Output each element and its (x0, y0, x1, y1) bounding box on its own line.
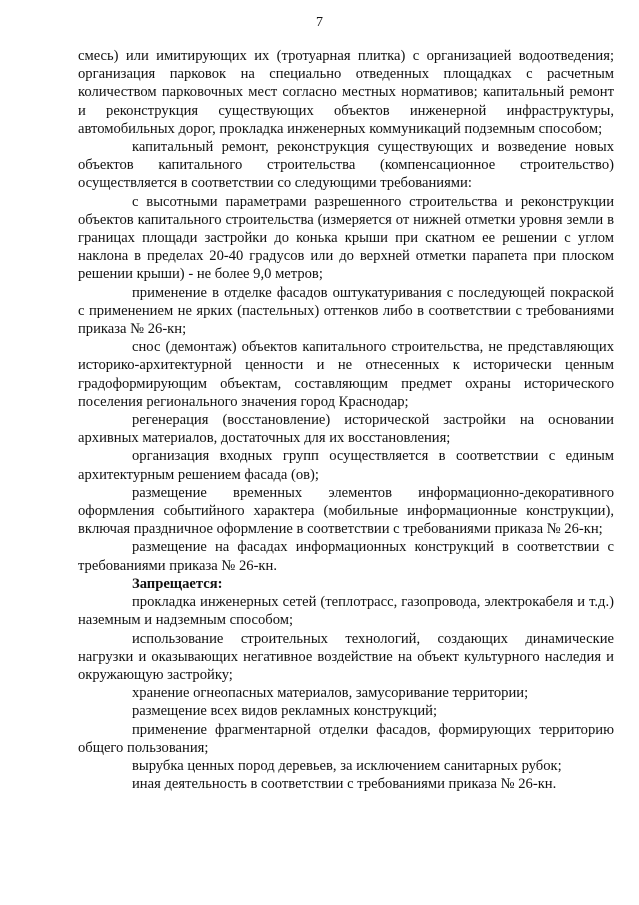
section-heading-prohibited: Запрещается: (132, 575, 223, 592)
paragraph: вырубка ценных пород деревьев, за исключением санитарных рубок; (132, 757, 562, 774)
paragraph: с высотными параметрами разрешенного строительства и реконструкции объектов капитального строительства (измеряется от нижней отметки уровня земли в границах площади застройки до конька крыши при скатном ее решении с углом наклона в пределах 20-40 градусов или до верхней отметки парапета при плоском решении крыши) - не более 9,0 метров; (78, 193, 614, 283)
paragraph: снос (демонтаж) объектов капитального строительства, не представляющих историко-архитектурной ценности и не отнесенных к исторически ценным градоформирующим объектам, составляющим предмет охраны исторического поселения регионального значения город Краснодар; (78, 339, 614, 410)
paragraph: хранение огнеопасных материалов, замусоривание территории; (132, 685, 529, 702)
paragraph: капитальный ремонт, реконструкция существующих и возведение новых объектов капитального строительства (компенсационное строительство) осуществляется в соответствии со следующими требованиями: (78, 139, 614, 192)
paragraph: применение фрагментарной отделки фасадов, формирующих территорию общего пользования; (78, 721, 614, 756)
paragraph: размещение временных элементов информационно-декоративного оформления событийного характера (мобильные информационные конструкции), включая праздничное оформление в соответствии с требованиями приказа № 26-кн; (78, 484, 614, 538)
paragraph: применение в отделке фасадов оштукатуривания с последующей покраской с применением не ярких (пастельных) оттенков либо в соответствии с требованиями приказа № 26-кн; (78, 284, 614, 338)
page-number: 7 (316, 15, 323, 30)
paragraph: организация входных групп осуществляется в соответствии с единым архитектурным решением фасада (ов); (78, 448, 614, 483)
paragraph: прокладка инженерных сетей (теплотрасс, газопровода, электрокабеля и т.д.) наземным и надземным способом; (78, 594, 614, 629)
paragraph: размещение на фасадах информационных конструкций в соответствии с требованиями приказа № 26-кн. (78, 539, 614, 574)
paragraph: иная деятельность в соответствии с требованиями приказа № 26-кн. (132, 776, 557, 793)
paragraph-continuation: смесь) или имитирующих их (тротуарная плитка) с организацией водоотведения; организация парковок на специально отведенных площадках с расчетным количеством парковочных мест согласно местных нормативов; капитальный ремонт и реконструкция существующих объектов инженерной инфраструктуры, автомобильных дорог, прокладка инженерных коммуникаций подземным способом; (78, 48, 614, 137)
paragraph: размещение всех видов рекламных конструкций; (132, 703, 438, 720)
document-body (78, 47, 614, 793)
paragraph: использование строительных технологий, создающих динамические нагрузки и оказывающих негативное воздействие на объект культурного наследия и окружающую застройку; (78, 630, 614, 683)
paragraph: регенерация (восстановление) исторической застройки на основании архивных материалов, достаточных для их восстановления; (78, 412, 614, 447)
